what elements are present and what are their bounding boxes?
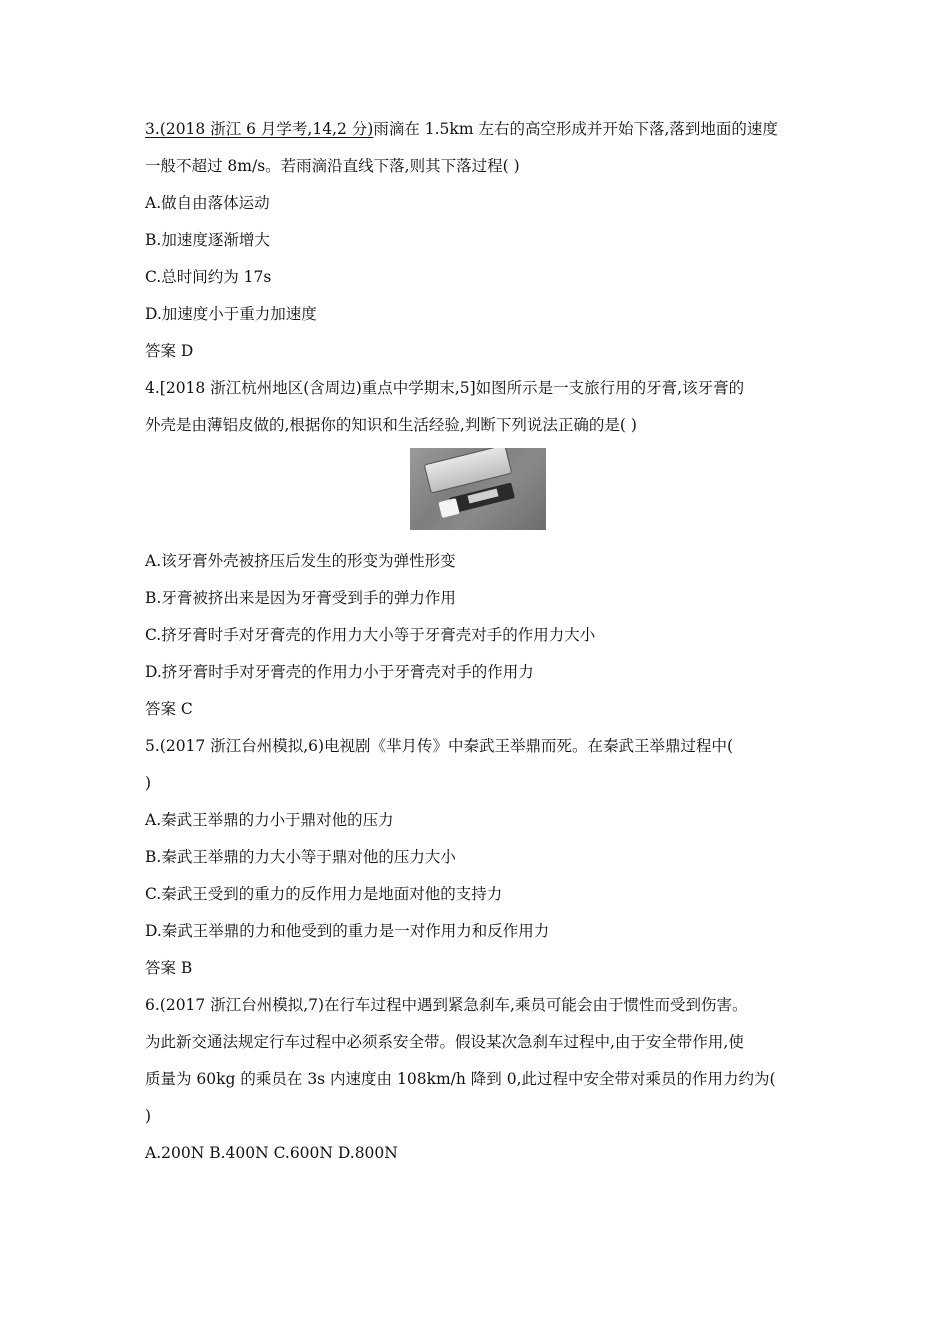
q3-option-b: B.加速度逐渐增大 xyxy=(145,231,270,249)
toothpaste-figure xyxy=(145,448,810,530)
q4-option-b: B.牙膏被挤出来是因为牙膏受到手的弹力作用 xyxy=(145,589,456,607)
tube-cap xyxy=(438,498,459,518)
q6-line-2: 为此新交通法规定行车过程中必须系安全带。假设某次急刹车过程中,由于安全带作用,使 xyxy=(145,1033,744,1051)
q5-answer: 答案 B xyxy=(145,959,193,977)
q4-option-c: C.挤牙膏时手对牙膏壳的作用力大小等于牙膏壳对手的作用力大小 xyxy=(145,626,596,644)
q3-stem-rest: 雨滴在 1.5km 左右的高空形成并开始下落,落到地面的速度 xyxy=(373,120,778,138)
q4-option-a: A.该牙膏外壳被挤压后发生的形变为弹性形变 xyxy=(145,552,456,570)
q6-line-4: ) xyxy=(145,1107,152,1125)
q3-line-1 xyxy=(145,120,810,138)
toothpaste-photo xyxy=(410,448,546,530)
q3-source: 3.(2018 浙江 6 月学考,14,2 分) xyxy=(145,120,374,138)
q3-option-d: D.加速度小于重力加速度 xyxy=(145,305,317,323)
q4-line-1: 4.[2018 浙江杭州地区(含周边)重点中学期末,5]如图所示是一支旅行用的牙膏,该牙膏的 xyxy=(145,379,745,397)
q5-line-1: 5.(2017 浙江台州模拟,6)电视剧《芈月传》中秦武王举鼎而死。在秦武王举鼎过程中( xyxy=(145,737,734,755)
q4-answer: 答案 C xyxy=(145,700,193,718)
q5-option-d: D.秦武王举鼎的力和他受到的重力是一对作用力和反作用力 xyxy=(145,922,550,940)
q6-line-3: 质量为 60kg 的乘员在 3s 内速度由 108km/h 降到 0,此过程中安全带对乘员的作用力约为( xyxy=(145,1070,776,1088)
q5-option-a: A.秦武王举鼎的力小于鼎对他的压力 xyxy=(145,811,394,829)
q5-option-b: B.秦武王举鼎的力大小等于鼎对他的压力大小 xyxy=(145,848,456,866)
q6-options: A.200N B.400N C.600N D.800N xyxy=(145,1144,398,1162)
q4-line-2: 外壳是由薄铝皮做的,根据你的知识和生活经验,判断下列说法正确的是( ) xyxy=(145,416,637,434)
q5-option-c: C.秦武王受到的重力的反作用力是地面对他的支持力 xyxy=(145,885,503,903)
document-page xyxy=(145,120,810,1162)
q3-option-c: C.总时间约为 17s xyxy=(145,268,272,286)
q3-option-a: A.做自由落体运动 xyxy=(145,194,270,212)
q5-line-2: ) xyxy=(145,774,152,792)
q3-answer: 答案 D xyxy=(145,342,194,360)
q4-option-d: D.挤牙膏时手对牙膏壳的作用力小于牙膏壳对手的作用力 xyxy=(145,663,534,681)
q6-line-1: 6.(2017 浙江台州模拟,7)在行车过程中遇到紧急刹车,乘员可能会由于惯性而受到伤害。 xyxy=(145,996,748,1014)
q3-line-2: 一般不超过 8m/s。若雨滴沿直线下落,则其下落过程( ) xyxy=(145,157,520,175)
